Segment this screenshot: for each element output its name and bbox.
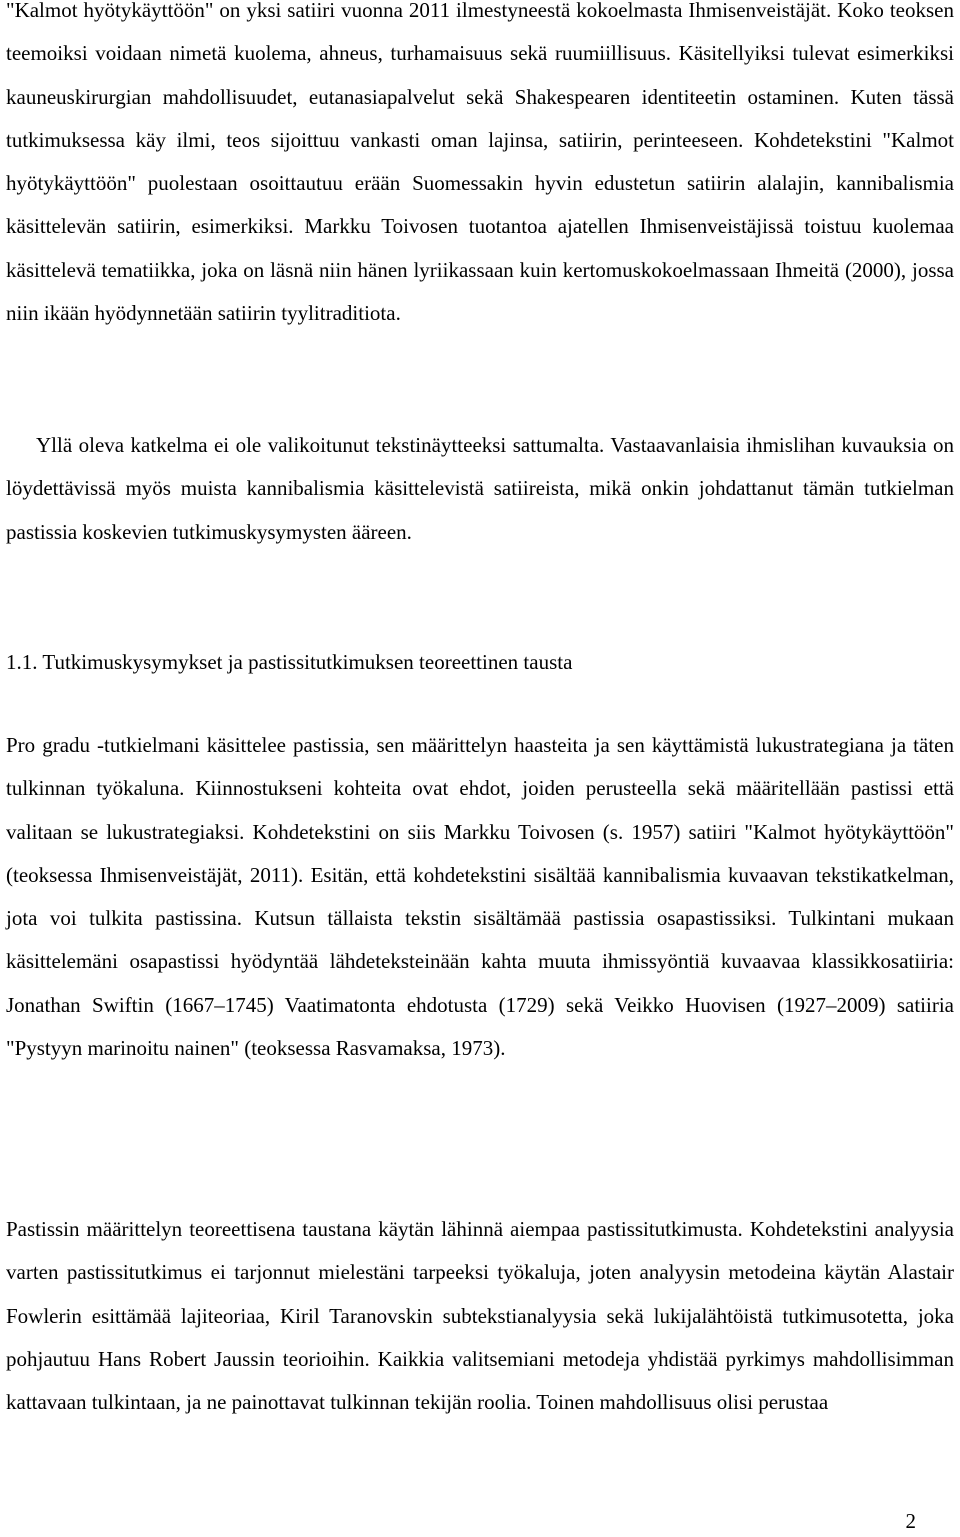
section-heading: 1.1. Tutkimuskysymykset ja pastissitutkimuksen teoreettinen tausta — [6, 650, 573, 674]
body-paragraph: Yllä oleva katkelma ei ole valikoitunut tekstinäytteeksi sattumalta. Vastaavanlaisia ihmislihan kuvauksia on löydettävissä myös muista kannibalismia käsittelevistä satiireista, mikä onkin johdattanut tämän tutkielman pastissia koskevien tutkimuskysymysten ääreen. — [6, 433, 954, 544]
body-paragraph: Pastissin määrittelyn teoreettisena taustana käytän lähinnä aiempaa pastissitutkimusta. Kohdetekstini analyysia varten pastissitutkimus ei tarjonnut mielestäni tarpeeksi työkaluja, joten analyysin metodeina käytän Alastair Fowlerin esittämää lajiteoriaa, Kiril Taranovskin subtekstianalyysia sekä lukijalähtöistä tutkimusotetta, joka pohjautuu Hans Robert Jaussin teorioihin. Kaikkia valitsemiani metodeja yhdistää pyrkimys mahdollisimman kattavaan tulkintaan, ja ne painottavat tulkinnan tekijän roolia. Toinen mahdollisuus olisi perustaa — [6, 1217, 954, 1415]
body-paragraph: "Kalmot hyötykäyttöön" on yksi satiiri vuonna 2011 ilmestyneestä kokoelmasta Ihmisenveistäjät. Koko teoksen teemoiksi voidaan nimetä kuolema, ahneus, turhamaisuus sekä ruumiillisuus. Käsitellyiksi tulevat esimerkiksi kauneuskirurgian mahdollisuudet, eutanasiapalvelut sekä Shakespearen identiteetin ostaminen. Kuten tässä tutkimuksessa käy ilmi, teos sijoittuu vankasti oman lajinsa, satiirin, perinteeseen. Kohdetekstini "Kalmot hyötykäyttöön" puolestaan osoittautuu erään Suomessakin hyvin edustetun satiirin alalajin, kannibalismia käsittelevän satiirin, esimerkiksi. Markku Toivosen tuotantoa ajatellen Ihmisenveistäjissä toistuu kuolemaa käsittelevä tematiikka, joka on läsnä niin hänen lyriikassaan kuin kertomuskokoelmassaan Ihmeitä (2000), jossa niin ikään hyödynnetään satiirin tyylitraditiota. — [6, 0, 954, 326]
body-paragraph: Pro gradu -tutkielmani käsittelee pastissia, sen määrittelyn haasteita ja sen käyttämistä lukustrategiana ja täten tulkinnan työkaluna. Kiinnostukseni kohteita ovat ehdot, joiden perusteella sekä määritellään pastissi että valitaan se lukustrategiaksi. Kohdetekstini on siis Markku Toivosen (s. 1957) satiiri "Kalmot hyötykäyttöön" (teoksessa Ihmisenveistäjät, 2011). Esitän, että kohdetekstini sisältää kannibalismia kuvaavan tekstikatkelman, jota voi tulkita pastissina. Kutsun tällaista tekstin sisältämää pastissia osapastissiksi. Tulkintani mukaan käsittelemäni osapastissi hyödyntää lähdeteksteinään kahta muuta ihmissyöntiä kuvaavaa klassikkosatiiria: Jonathan Swiftin (1667–1745) Vaatimatonta ehdotusta (1729) sekä Veikko Huovisen (1927–2009) satiiria "Pystyyn marinoitu nainen" (teoksessa Rasvamaksa, 1973). — [6, 733, 954, 1061]
page-number: 2 — [905, 1509, 916, 1533]
